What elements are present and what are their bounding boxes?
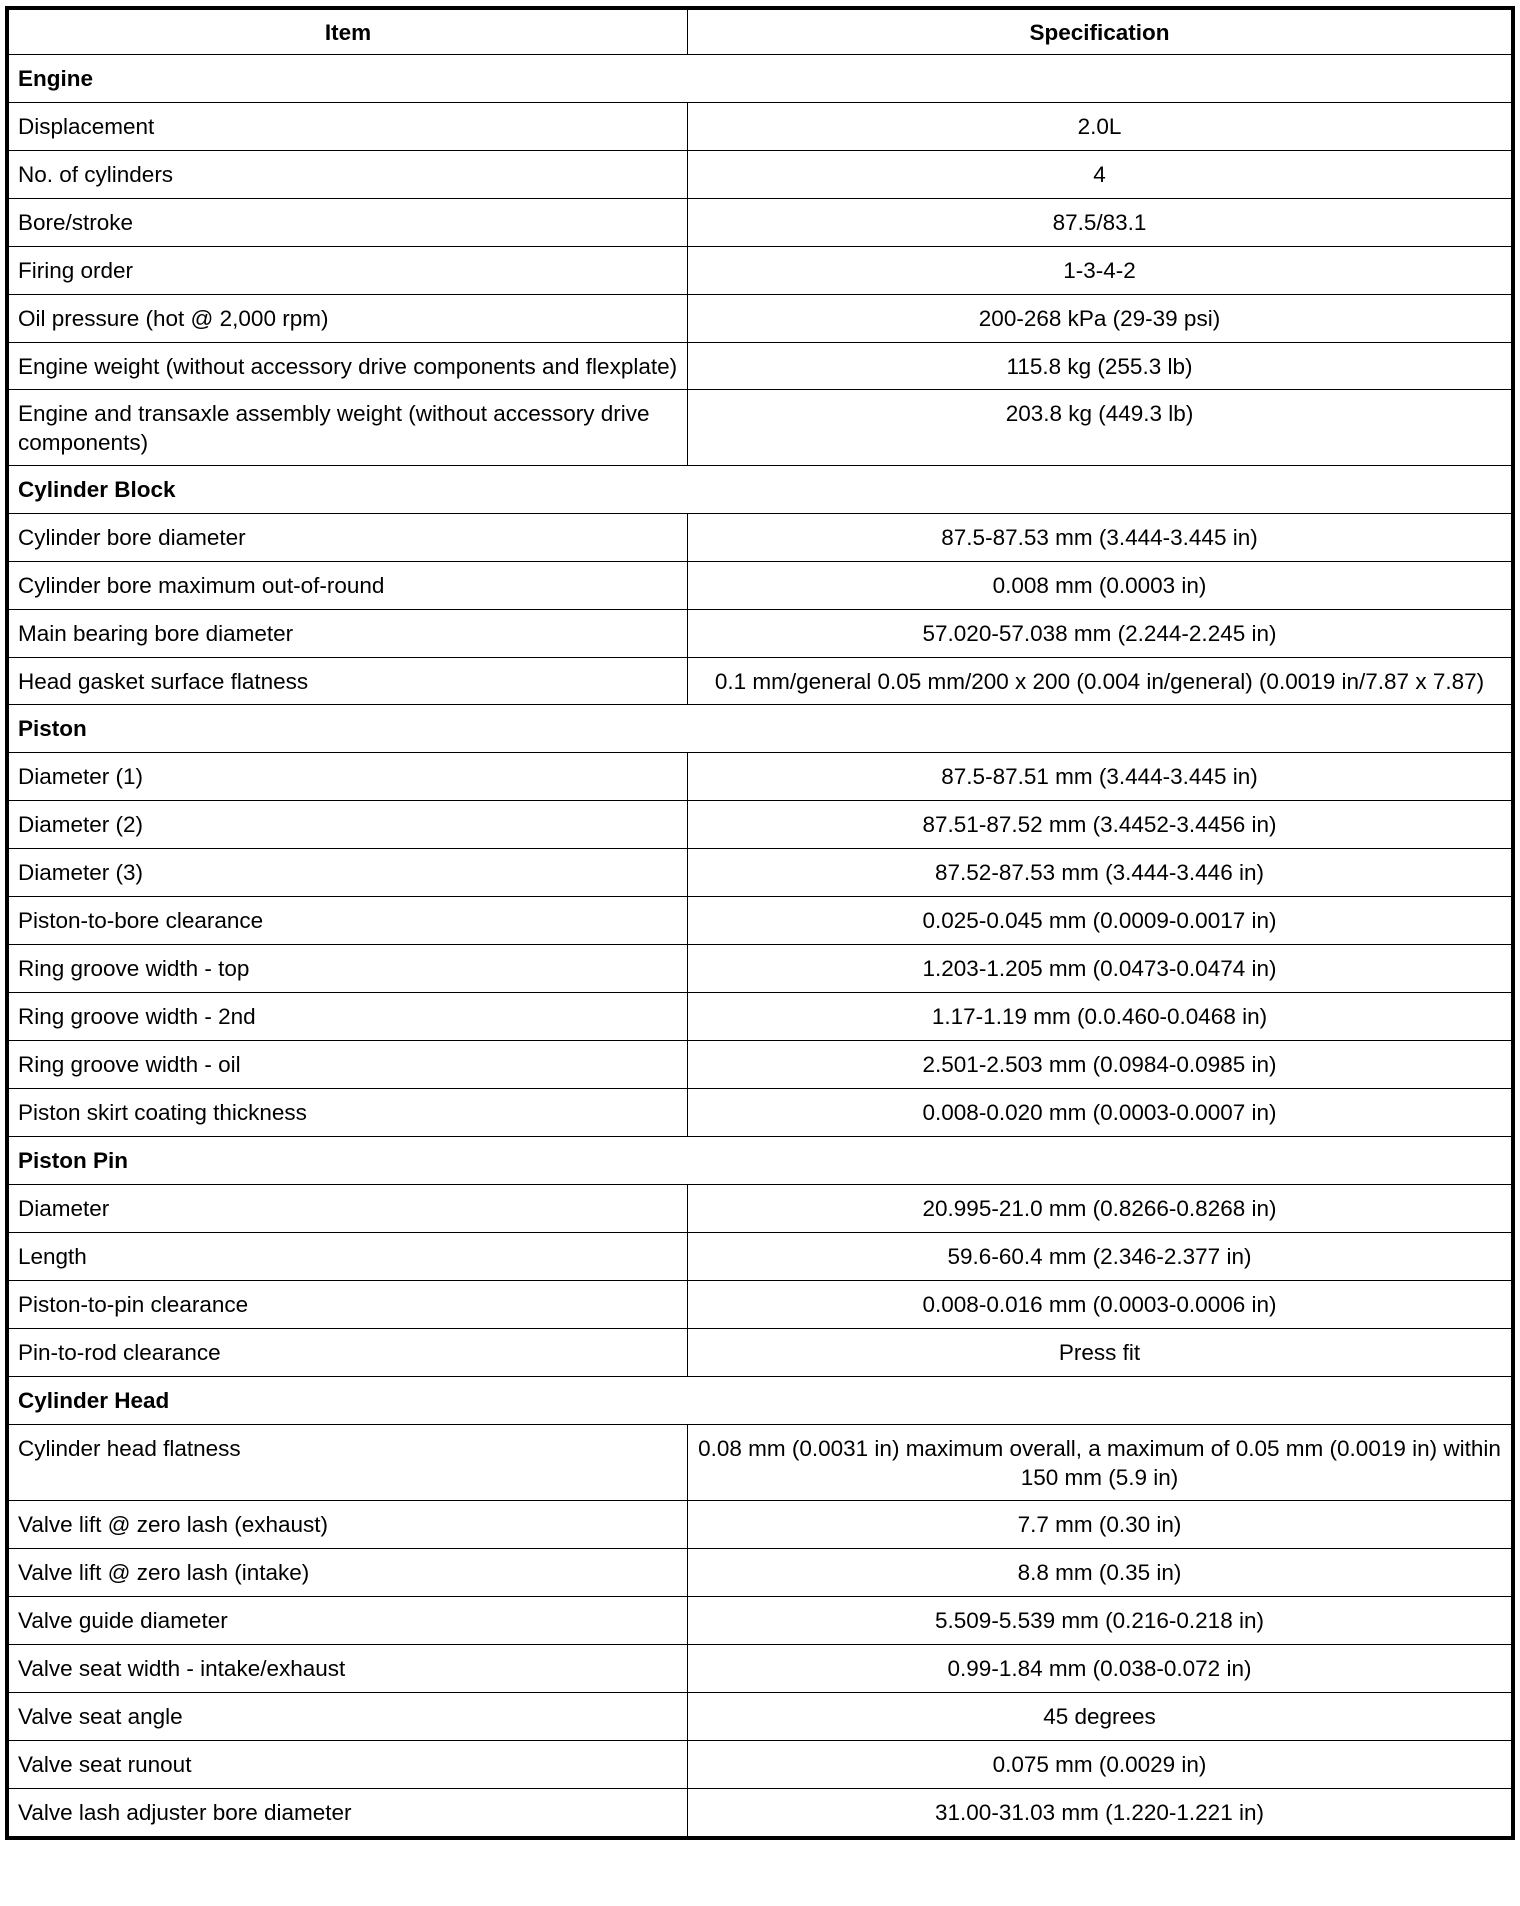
item-cell: Displacement xyxy=(7,103,688,151)
section-title: Engine xyxy=(7,55,1513,103)
table-row xyxy=(7,801,1513,849)
item-cell: Head gasket surface flatness xyxy=(7,658,688,705)
item-cell: Valve seat width - intake/exhaust xyxy=(7,1645,688,1693)
table-row xyxy=(7,1329,1513,1377)
section-title: Piston xyxy=(7,705,1513,753)
table-row xyxy=(7,1597,1513,1645)
item-cell: Piston skirt coating thickness xyxy=(7,1089,688,1137)
specification-cell: 1-3-4-2 xyxy=(688,247,1514,295)
section-header-row xyxy=(7,1377,1513,1425)
item-cell: Valve lash adjuster bore diameter xyxy=(7,1789,688,1839)
specification-cell: 0.025-0.045 mm (0.0009-0.0017 in) xyxy=(688,897,1514,945)
item-cell: Diameter (3) xyxy=(7,849,688,897)
table-row xyxy=(7,514,1513,562)
table-row xyxy=(7,1041,1513,1089)
table-row xyxy=(7,1089,1513,1137)
table-row xyxy=(7,1789,1513,1839)
specification-cell: 200-268 kPa (29-39 psi) xyxy=(688,295,1514,343)
table-row xyxy=(7,1741,1513,1789)
item-cell: No. of cylinders xyxy=(7,151,688,199)
item-cell: Piston-to-bore clearance xyxy=(7,897,688,945)
specification-cell: 87.52-87.53 mm (3.444-3.446 in) xyxy=(688,849,1514,897)
section-header-row xyxy=(7,705,1513,753)
item-cell: Valve lift @ zero lash (intake) xyxy=(7,1549,688,1597)
specifications-table xyxy=(5,6,1515,1840)
item-cell: Pin-to-rod clearance xyxy=(7,1329,688,1377)
table-row xyxy=(7,658,1513,705)
specification-cell: 45 degrees xyxy=(688,1693,1514,1741)
table-row xyxy=(7,1185,1513,1233)
item-cell: Cylinder head flatness xyxy=(7,1425,688,1501)
specification-cell: 0.99-1.84 mm (0.038-0.072 in) xyxy=(688,1645,1514,1693)
table-row xyxy=(7,1501,1513,1549)
table-header-row xyxy=(7,8,1513,55)
table-row xyxy=(7,151,1513,199)
table-row xyxy=(7,993,1513,1041)
table-row xyxy=(7,390,1513,466)
specification-cell: 5.509-5.539 mm (0.216-0.218 in) xyxy=(688,1597,1514,1645)
specification-cell: 59.6-60.4 mm (2.346-2.377 in) xyxy=(688,1233,1514,1281)
item-cell: Engine and transaxle assembly weight (without accessory drive components) xyxy=(7,390,688,466)
section-title: Piston Pin xyxy=(7,1137,1513,1185)
specification-cell: 0.008-0.020 mm (0.0003-0.0007 in) xyxy=(688,1089,1514,1137)
table-row xyxy=(7,1549,1513,1597)
item-cell: Cylinder bore maximum out-of-round xyxy=(7,562,688,610)
specification-cell: 1.203-1.205 mm (0.0473-0.0474 in) xyxy=(688,945,1514,993)
item-cell: Cylinder bore diameter xyxy=(7,514,688,562)
specification-cell: 87.5/83.1 xyxy=(688,199,1514,247)
specification-cell: 8.8 mm (0.35 in) xyxy=(688,1549,1514,1597)
table-row xyxy=(7,343,1513,390)
specification-cell: 20.995-21.0 mm (0.8266-0.8268 in) xyxy=(688,1185,1514,1233)
section-header-row xyxy=(7,466,1513,514)
section-header-row xyxy=(7,55,1513,103)
section-title: Cylinder Block xyxy=(7,466,1513,514)
table-row xyxy=(7,849,1513,897)
specification-cell: 2.0L xyxy=(688,103,1514,151)
item-cell: Valve seat runout xyxy=(7,1741,688,1789)
specification-cell: 0.1 mm/general 0.05 mm/200 x 200 (0.004 in/general) (0.0019 in/7.87 x 7.87) xyxy=(688,658,1514,705)
specification-cell: 2.501-2.503 mm (0.0984-0.0985 in) xyxy=(688,1041,1514,1089)
item-cell: Ring groove width - top xyxy=(7,945,688,993)
item-cell: Bore/stroke xyxy=(7,199,688,247)
specification-cell: Press fit xyxy=(688,1329,1514,1377)
specification-cell: 0.008 mm (0.0003 in) xyxy=(688,562,1514,610)
table-row xyxy=(7,103,1513,151)
item-cell: Diameter (2) xyxy=(7,801,688,849)
section-header-row xyxy=(7,1137,1513,1185)
specification-cell: 4 xyxy=(688,151,1514,199)
table-row xyxy=(7,610,1513,658)
item-cell: Valve guide diameter xyxy=(7,1597,688,1645)
table-row xyxy=(7,1693,1513,1741)
item-cell: Diameter xyxy=(7,1185,688,1233)
table-row xyxy=(7,295,1513,343)
table-row xyxy=(7,1425,1513,1501)
item-cell: Ring groove width - 2nd xyxy=(7,993,688,1041)
table-row xyxy=(7,247,1513,295)
specification-cell: 7.7 mm (0.30 in) xyxy=(688,1501,1514,1549)
specification-cell: 87.5-87.53 mm (3.444-3.445 in) xyxy=(688,514,1514,562)
column-header-specification: Specification xyxy=(688,8,1514,55)
specification-cell: 57.020-57.038 mm (2.244-2.245 in) xyxy=(688,610,1514,658)
specification-cell: 87.51-87.52 mm (3.4452-3.4456 in) xyxy=(688,801,1514,849)
item-cell: Length xyxy=(7,1233,688,1281)
specification-cell: 0.008-0.016 mm (0.0003-0.0006 in) xyxy=(688,1281,1514,1329)
table-row xyxy=(7,1281,1513,1329)
table-row xyxy=(7,1233,1513,1281)
item-cell: Oil pressure (hot @ 2,000 rpm) xyxy=(7,295,688,343)
item-cell: Valve lift @ zero lash (exhaust) xyxy=(7,1501,688,1549)
specification-cell: 0.075 mm (0.0029 in) xyxy=(688,1741,1514,1789)
item-cell: Valve seat angle xyxy=(7,1693,688,1741)
column-header-item: Item xyxy=(7,8,688,55)
specification-cell: 115.8 kg (255.3 lb) xyxy=(688,343,1514,390)
specification-cell: 87.5-87.51 mm (3.444-3.445 in) xyxy=(688,753,1514,801)
item-cell: Diameter (1) xyxy=(7,753,688,801)
specification-cell: 0.08 mm (0.0031 in) maximum overall, a maximum of 0.05 mm (0.0019 in) within 150 mm (5.9 in) xyxy=(688,1425,1514,1501)
item-cell: Engine weight (without accessory drive components and flexplate) xyxy=(7,343,688,390)
item-cell: Firing order xyxy=(7,247,688,295)
item-cell: Piston-to-pin clearance xyxy=(7,1281,688,1329)
section-title: Cylinder Head xyxy=(7,1377,1513,1425)
table-row xyxy=(7,199,1513,247)
table-row xyxy=(7,945,1513,993)
table-body xyxy=(7,55,1513,1839)
specification-cell: 1.17-1.19 mm (0.0.460-0.0468 in) xyxy=(688,993,1514,1041)
table-row xyxy=(7,753,1513,801)
table-row xyxy=(7,562,1513,610)
specification-cell: 31.00-31.03 mm (1.220-1.221 in) xyxy=(688,1789,1514,1839)
item-cell: Main bearing bore diameter xyxy=(7,610,688,658)
specification-cell: 203.8 kg (449.3 lb) xyxy=(688,390,1514,466)
table-row xyxy=(7,1645,1513,1693)
table-row xyxy=(7,897,1513,945)
item-cell: Ring groove width - oil xyxy=(7,1041,688,1089)
